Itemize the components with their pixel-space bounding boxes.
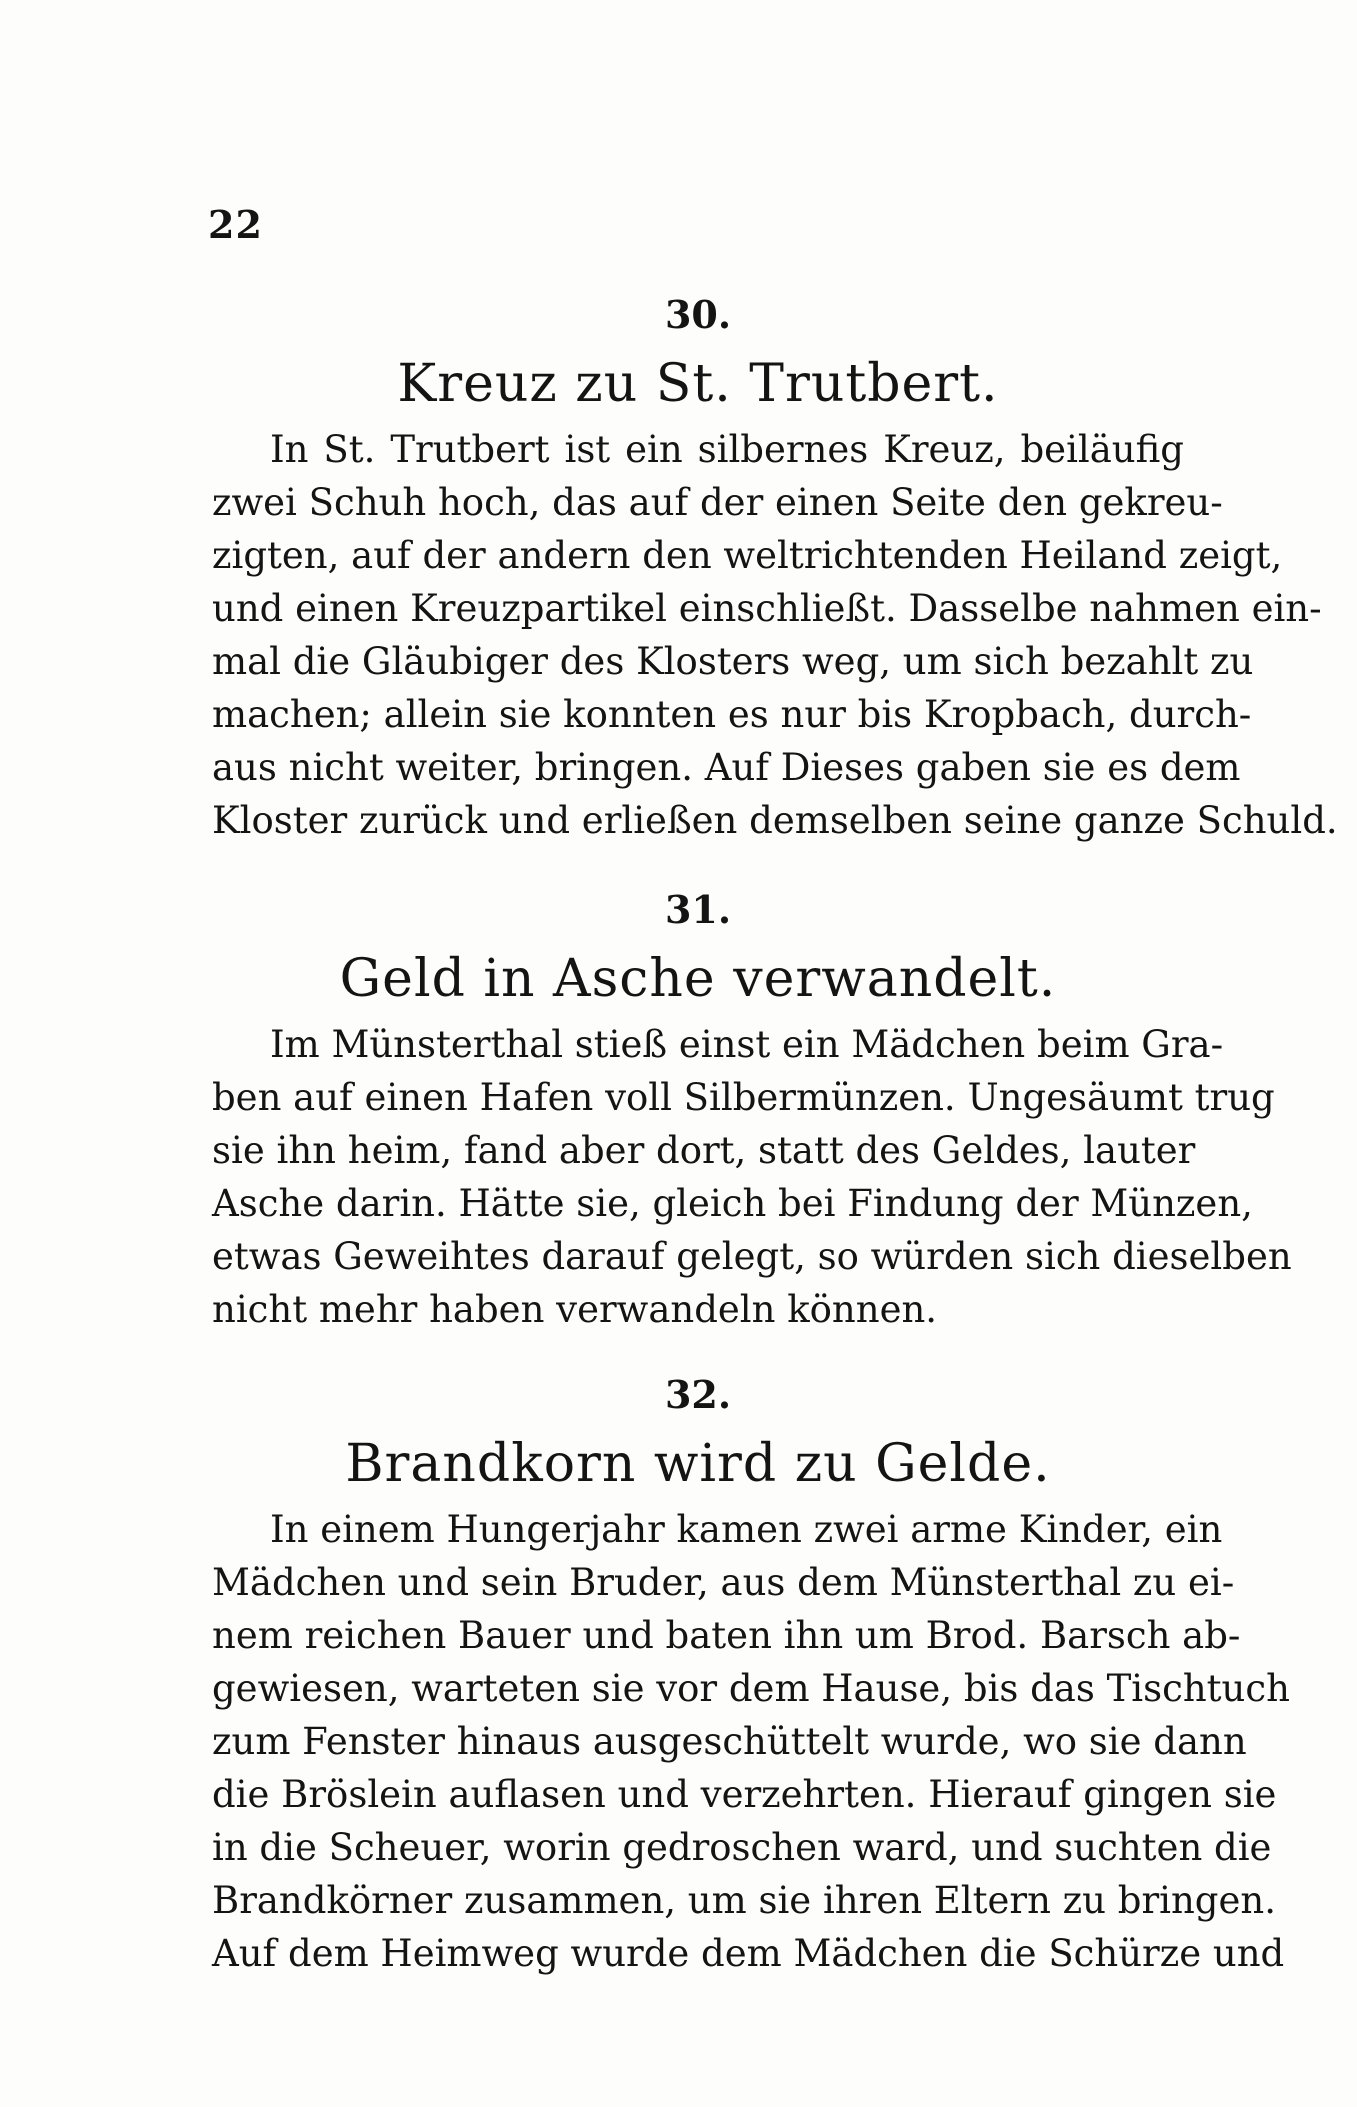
text-line: machen; allein sie konnten es nur bis Kropbach, durch- (212, 693, 1252, 736)
text-line: ben auf einen Hafen voll Silbermünzen. Ungesäumt trug (212, 1076, 1275, 1119)
text-line: Mädchen und sein Bruder, aus dem Münsterthal zu ei- (212, 1561, 1235, 1604)
text-line: zwei Schuh hoch, das auf der einen Seite den gekreu- (212, 481, 1223, 524)
story-section (212, 880, 1292, 1336)
text-line: die Bröslein auflasen und verzehrten. Hierauf gingen sie (212, 1773, 1277, 1816)
text-line: und einen Kreuzpartikel einschließt. Dasselbe nahmen ein- (212, 587, 1322, 630)
story-number: 30. (664, 292, 732, 337)
story-section (212, 1365, 1290, 1980)
text-line: In einem Hungerjahr kamen zwei arme Kinder, ein (270, 1508, 1223, 1551)
text-line: etwas Geweihtes darauf gelegt, so würden sich dieselben (212, 1235, 1292, 1278)
text-line: gewiesen, warteten sie vor dem Hause, bis das Tischtuch (212, 1667, 1290, 1710)
text-line: aus nicht weiter, bringen. Auf Dieses gaben sie es dem (212, 746, 1241, 789)
story-paragraph (212, 1018, 1292, 1336)
text-line: nicht mehr haben verwandeln können. (212, 1288, 938, 1331)
text-line: mal die Gläubiger des Klosters weg, um sich bezahlt zu (212, 640, 1254, 683)
text-line: Im Münsterthal stieß einst ein Mädchen beim Gra- (270, 1023, 1224, 1066)
text-line: in die Scheuer, worin gedroschen ward, und suchten die (212, 1826, 1272, 1869)
text-line: Brandkörner zusammen, um sie ihren Eltern zu bringen. (212, 1879, 1276, 1922)
text-line: nem reichen Bauer und baten ihn um Brod. Barsch ab- (212, 1614, 1241, 1657)
story-title: Geld in Asche verwandelt. (339, 949, 1057, 1009)
story-title: Kreuz zu St. Trutbert. (397, 354, 999, 414)
text-line: In St. Trutbert ist ein silbernes Kreuz, beiläufig (270, 428, 1184, 471)
story-paragraph (212, 423, 1338, 847)
text-line: Auf dem Heimweg wurde dem Mädchen die Schürze und (212, 1932, 1285, 1975)
story-section (212, 285, 1338, 847)
text-line: sie ihn heim, fand aber dort, statt des Geldes, lauter (212, 1129, 1196, 1172)
text-line: zum Fenster hinaus ausgeschüttelt wurde, wo sie dann (212, 1720, 1247, 1763)
text-line: Asche darin. Hätte sie, gleich bei Findung der Münzen, (212, 1182, 1253, 1225)
story-title: Brandkorn wird zu Gelde. (345, 1434, 1051, 1494)
story-paragraph (212, 1503, 1290, 1980)
text-line: zigten, auf der andern den weltrichtenden Heiland zeigt, (212, 534, 1283, 577)
story-number: 32. (664, 1372, 732, 1417)
story-number: 31. (664, 887, 732, 932)
text-line: Kloster zurück und erließen demselben seine ganze Schuld. (212, 799, 1338, 842)
page-number: 22 (208, 202, 263, 247)
